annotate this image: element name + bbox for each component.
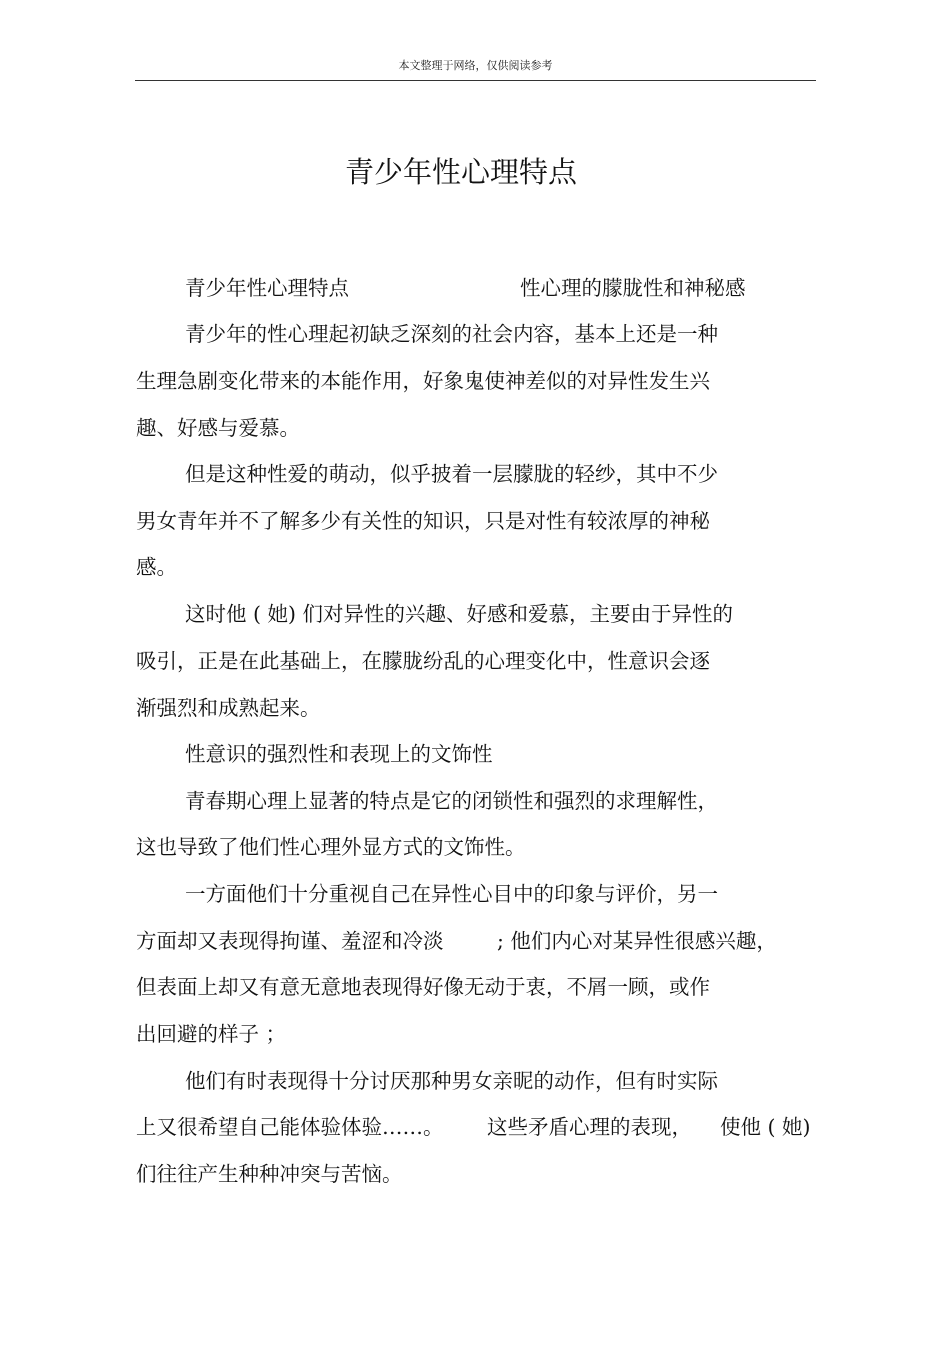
body-text: 使他 ( 她) bbox=[720, 1115, 811, 1139]
body-line bbox=[720, 1113, 811, 1141]
body-line bbox=[136, 367, 710, 395]
body-line bbox=[136, 1160, 403, 1188]
body-text: 吸引，正是在此基础上，在朦胧纷乱的心理变化中，性意识会逐 bbox=[136, 649, 710, 673]
section-heading: 性意识的强烈性和表现上的文饰性 bbox=[185, 742, 493, 766]
body-line bbox=[136, 973, 710, 1001]
body-line bbox=[185, 880, 718, 908]
body-line bbox=[136, 414, 300, 442]
body-line bbox=[185, 740, 493, 768]
body-text: 趣、好感与爱慕。 bbox=[136, 416, 300, 440]
body-text: 生理急剧变化带来的本能作用，好象鬼使神差似的对异性发生兴 bbox=[136, 369, 710, 393]
body-text: 但表面上却又有意无意地表现得好像无动于衷，不屑一顾，或作 bbox=[136, 975, 710, 999]
body-line bbox=[136, 1020, 286, 1048]
body-line bbox=[520, 274, 746, 302]
body-text: 他们有时表现得十分讨厌那种男女亲昵的动作，但有时实际 bbox=[185, 1069, 718, 1093]
body-line bbox=[136, 553, 177, 581]
body-line bbox=[136, 927, 444, 955]
body-text: 青少年的性心理起初缺乏深刻的社会内容，基本上还是一种 bbox=[185, 322, 718, 346]
body-line bbox=[136, 833, 526, 861]
body-text: 上又很希望自己能体验体验……。 bbox=[136, 1115, 444, 1139]
body-text: 但是这种性爱的萌动，似乎披着一层朦胧的轻纱，其中不少 bbox=[185, 462, 718, 486]
body-line bbox=[185, 787, 718, 815]
header-divider bbox=[135, 80, 816, 81]
body-line bbox=[185, 460, 718, 488]
body-text: 这时他 ( 她) 们对异性的兴趣、好感和爱慕，主要由于异性的 bbox=[185, 602, 734, 626]
body-line bbox=[185, 600, 733, 628]
body-text: 出回避的样子 ； bbox=[136, 1022, 287, 1046]
body-line bbox=[185, 274, 349, 302]
body-line bbox=[136, 507, 710, 535]
body-text: 感。 bbox=[136, 555, 177, 579]
body-text: ; 他们内心对某异性很感兴趣， bbox=[497, 929, 777, 953]
body-line bbox=[497, 927, 777, 955]
body-line bbox=[487, 1113, 692, 1141]
body-text: 这也导致了他们性心理外显方式的文饰性。 bbox=[136, 835, 526, 859]
body-text: 一方面他们十分重视自己在异性心目中的印象与评价，另一 bbox=[185, 882, 718, 906]
page-header-note: 本文整理于网络，仅供阅读参考 bbox=[398, 59, 553, 72]
body-line bbox=[185, 1067, 718, 1095]
body-text: 方面却又表现得拘谨、羞涩和冷淡 bbox=[136, 929, 444, 953]
body-text: 们往往产生种种冲突与苦恼。 bbox=[136, 1162, 403, 1186]
section-heading: 性心理的朦胧性和神秘感 bbox=[520, 276, 746, 300]
body-text: 青春期心理上显著的特点是它的闭锁性和强烈的求理解性， bbox=[185, 789, 718, 813]
body-line bbox=[136, 694, 321, 722]
document-title: 青少年性心理特点 bbox=[344, 155, 577, 189]
body-line bbox=[136, 1113, 444, 1141]
body-text: 男女青年并不了解多少有关性的知识，只是对性有较浓厚的神秘 bbox=[136, 509, 710, 533]
body-line bbox=[185, 320, 718, 348]
body-text: 青少年性心理特点 bbox=[185, 276, 349, 300]
body-text: 这些矛盾心理的表现， bbox=[487, 1115, 692, 1139]
body-text: 渐强烈和成熟起来。 bbox=[136, 696, 321, 720]
body-line bbox=[136, 647, 710, 675]
